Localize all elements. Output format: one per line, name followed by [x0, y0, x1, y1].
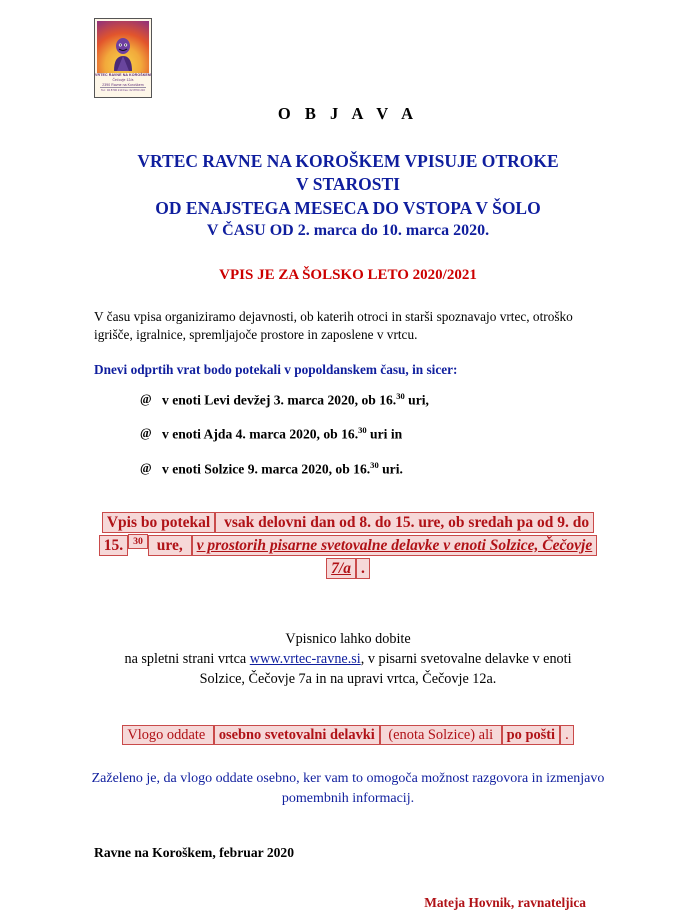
- open-days-title: Dnevi odprtih vrat bodo potekali v popoldanskem času, in sicer:: [94, 362, 458, 378]
- headline-line-4: V ČASU OD 2. marca do 10. marca 2020.: [206, 221, 490, 239]
- application-part3: .: [560, 725, 574, 745]
- form-info-after-link: , v pisarni svetovalne delavke v enoti: [360, 650, 572, 667]
- intro-paragraph: V času vpisa organiziramo dejavnosti, ob katerih otroci in starši spoznavajo vrtec, otroško igrišče, igralnice, spremljajoče prostore in zaposlene v vrtcu.: [94, 309, 573, 342]
- open-day-text-before: v enoti Levi devžej 3. marca 2020, ob 16.: [162, 392, 397, 408]
- document-type-heading: O B J A V A: [277, 104, 419, 123]
- form-availability-info: [94, 629, 602, 689]
- logo-caption-line1: VRTEC RAVNE NA KOROŠKEM: [95, 73, 152, 77]
- school-year-notice: VPIS JE ZA ŠOLSKO LETO 2020/2021: [219, 267, 477, 284]
- enrollment-highlight-location: v prostorih pisarne svetovalne delavke v enoti Solzice, Čečovje 7/a: [192, 535, 598, 579]
- list-item: [140, 391, 696, 409]
- signature-line: Mateja Hovnik, ravnateljica: [424, 894, 586, 910]
- list-item: [140, 460, 696, 478]
- open-day-text-before: v enoti Ajda 4. marca 2020, ob 16.: [162, 426, 359, 442]
- enrollment-highlight-part3: ure,: [148, 535, 192, 556]
- enrollment-highlight-part2: vsak delovni dan od 8. do 15. ure, ob sredah pa od 9. do 15.: [99, 512, 594, 556]
- at-bullet-icon: @: [140, 426, 152, 441]
- open-day-sup: 30: [370, 459, 379, 470]
- enrollment-hours-highlight: [94, 512, 602, 581]
- application-bold1: osebno svetovalni delavki: [214, 725, 380, 745]
- open-day-sup: 30: [358, 425, 367, 436]
- enrollment-highlight-sup: 30: [128, 534, 148, 549]
- application-part2: (enota Solzice) ali: [380, 725, 502, 745]
- logo-footer-contact: Tel.: 02 8700 210 Fax: 02 8700 216: [100, 88, 145, 92]
- enrollment-highlight-part5: .: [356, 558, 370, 579]
- enrollment-highlight-part1: Vpis bo potekal: [102, 512, 215, 533]
- logo-caption-line2: Čečovje 12/a: [112, 78, 134, 83]
- headline-line-1: VRTEC RAVNE NA KOROŠKEM VPISUJE OTROKE: [137, 151, 559, 171]
- application-part1: Vlogo oddate: [122, 725, 214, 745]
- at-bullet-icon: @: [140, 392, 152, 407]
- form-info-line-2: [94, 649, 602, 669]
- application-submission-line: [94, 725, 602, 745]
- open-day-text-before: v enoti Solzice 9. marca 2020, ob 16.: [162, 461, 371, 477]
- headline-line-3: OD ENAJSTEGA MESECA DO VSTOPA V ŠOLO: [155, 197, 541, 218]
- application-bold2: po pošti: [502, 725, 560, 745]
- open-day-text-after: uri.: [378, 461, 403, 477]
- place-and-date: Ravne na Koroškem, februar 2020: [94, 844, 295, 860]
- headline-line-2: V STAROSTI: [296, 174, 400, 195]
- open-day-text-after: uri in: [366, 426, 403, 442]
- list-item: [140, 425, 696, 443]
- form-info-line-3: Solzice, Čečovje 7a in na upravi vrtca, Čečovje 12a.: [199, 671, 497, 688]
- open-days-list: [0, 391, 696, 478]
- logo-caption-line3: 2390 Ravne na Koroškem: [102, 83, 144, 88]
- form-info-before-link: na spletni strani vrtca: [124, 650, 250, 667]
- vrtec-website-link[interactable]: www.vrtec-ravne.si: [249, 650, 361, 667]
- open-day-text-after: uri,: [404, 392, 429, 408]
- form-info-line-1: Vpisnico lahko dobite: [285, 630, 411, 647]
- at-bullet-icon: @: [140, 460, 152, 475]
- main-headline: [0, 150, 696, 241]
- recommendation-note: Zaželeno je, da vlogo oddate osebno, ker vam to omogoča možnost razgovora in izmenjavo pomembnih informacij.: [91, 771, 605, 806]
- open-day-sup: 30: [396, 391, 405, 402]
